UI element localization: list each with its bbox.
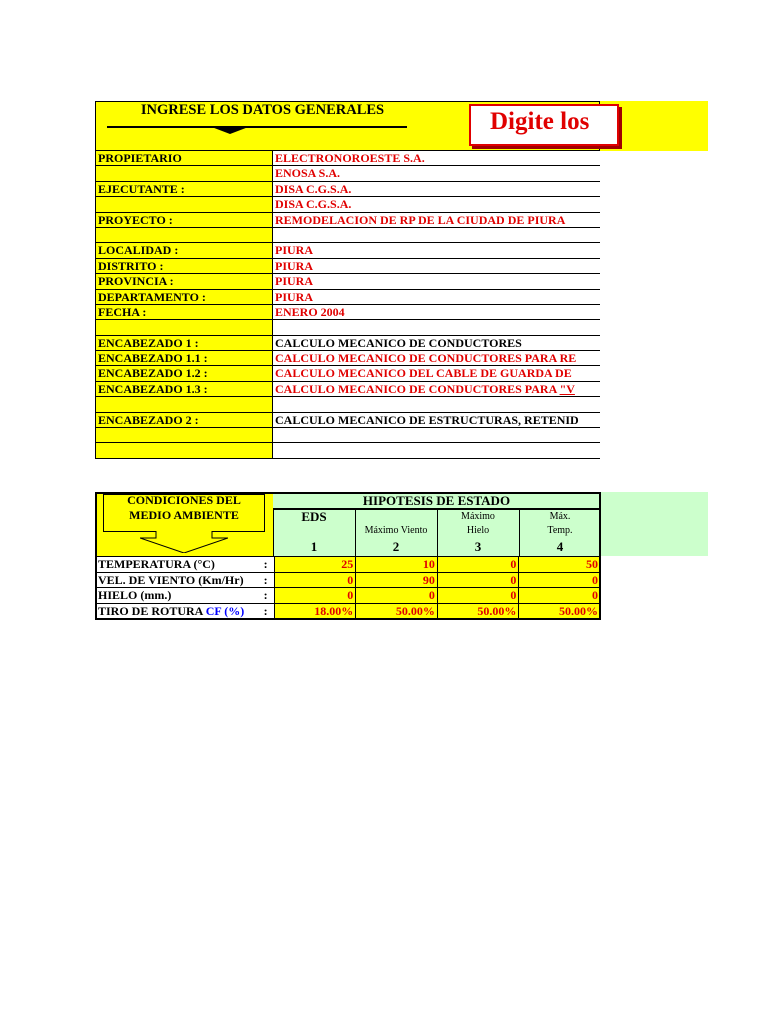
conditions-value-cell[interactable]: 50.00% (437, 604, 519, 619)
table-row (95, 320, 600, 335)
table-row (95, 166, 600, 181)
conditions-value-cell[interactable]: 0 (437, 588, 519, 603)
conditions-label-text: HIELO (mm.) (98, 588, 172, 602)
row-value: ENERO 2004 (275, 304, 345, 319)
row-value-cell[interactable] (273, 166, 600, 180)
conditions-label-colon: : (263, 557, 268, 571)
hypothesis-name: EDS (301, 509, 327, 524)
row-label: ENCABEZADO 2 : (95, 413, 273, 427)
conditions-title-line1: CONDICIONES DEL (127, 493, 241, 507)
conditions-label-text: TIRO DE ROTURA (98, 603, 206, 618)
table-row (95, 366, 600, 381)
row-value-cell[interactable] (273, 274, 600, 288)
conditions-value-cell[interactable]: 0 (437, 573, 519, 588)
row-label (95, 197, 273, 211)
table-row (95, 197, 600, 212)
arrow-right-icon (107, 125, 407, 129)
conditions-value-cell[interactable]: 0 (518, 588, 600, 603)
row-value: PIURA (275, 243, 313, 258)
row-value-cell[interactable] (273, 382, 600, 396)
row-value: DISA C.G.S.A. (275, 181, 352, 196)
row-value-cell[interactable] (273, 428, 600, 442)
conditions-value-cell[interactable]: 0 (518, 573, 600, 588)
row-value-cell[interactable] (273, 290, 600, 304)
table-row (95, 274, 600, 289)
conditions-label-colon: : (263, 572, 268, 587)
row-label: FECHA : (95, 305, 273, 319)
row-label: PROVINCIA : (95, 274, 273, 288)
conditions-value-cell[interactable]: 25 (274, 557, 356, 572)
table-row (95, 413, 600, 428)
row-value: PIURA (275, 274, 313, 289)
row-value: DISA C.G.S.A. (275, 197, 352, 212)
conditions-value-cell[interactable]: 0 (274, 588, 356, 603)
conditions-label-text: VEL. DE VIENTO (Km/Hr) (98, 572, 244, 587)
row-value-cell[interactable] (273, 397, 600, 411)
conditions-label-colon: : (263, 588, 268, 602)
row-label: ENCABEZADO 1.3 : (95, 382, 273, 396)
conditions-value-cell[interactable]: 18.00% (274, 604, 356, 619)
row-value: CALCULO MECANICO DE ESTRUCTURAS, RETENID (275, 412, 579, 427)
row-label: EJECUTANTE : (95, 182, 273, 196)
notice-text: Digite los (490, 108, 590, 135)
row-label: PROPIETARIO (95, 151, 273, 165)
hypothesis-subtitle-2: Temp. (547, 525, 573, 536)
conditions-value-cell[interactable]: 0 (437, 557, 519, 572)
table-row (95, 243, 600, 258)
arrow-head-icon (209, 126, 251, 134)
row-label: DISTRITO : (95, 259, 273, 273)
row-value-cell[interactable] (273, 197, 600, 211)
table-row (95, 382, 600, 397)
table-row (95, 397, 600, 412)
row-value: CALCULO MECANICO DEL CABLE DE GUARDA DE (275, 366, 572, 381)
row-value-cell[interactable] (273, 413, 600, 427)
row-value-cell[interactable] (273, 443, 600, 457)
table-row (95, 228, 600, 243)
table-row (95, 151, 600, 166)
row-value: ELECTRONOROESTE S.A. (275, 151, 425, 165)
row-value-cell[interactable] (273, 182, 600, 196)
row-label: DEPARTAMENTO : (95, 290, 273, 304)
row-value-cell[interactable] (273, 151, 600, 165)
row-value-cell[interactable] (273, 243, 600, 257)
row-value: REMODELACION DE RP DE LA CIUDAD DE PIURA (275, 212, 566, 227)
table-row (95, 336, 600, 351)
table-row (95, 182, 600, 197)
row-value-cell[interactable] (273, 228, 600, 242)
row-value: ENOSA S.A. (275, 166, 341, 181)
row-label (95, 228, 273, 242)
table-row (95, 290, 600, 305)
row-label: ENCABEZADO 1.2 : (95, 366, 273, 380)
table-row (95, 305, 600, 320)
hypothesis-subtitle-1: Máximo Viento (364, 525, 428, 536)
row-value-cell[interactable] (273, 305, 600, 319)
hypothesis-subtitle-1: Máx. (549, 511, 571, 522)
conditions-title-line2: MEDIO AMBIENTE (129, 508, 239, 522)
table-row (95, 351, 600, 366)
row-value: PIURA (275, 289, 313, 304)
hypothesis-title: HIPOTESIS DE ESTADO (362, 493, 511, 508)
row-value-cell[interactable] (273, 366, 600, 380)
row-label: ENCABEZADO 1.1 : (95, 351, 273, 365)
conditions-value-cell[interactable]: 50 (518, 557, 600, 572)
row-label (95, 166, 273, 180)
row-label (95, 320, 273, 334)
hypothesis-number: 3 (474, 539, 482, 554)
table-row (95, 443, 600, 458)
row-label (95, 443, 273, 457)
conditions-label-text: TEMPERATURA (°C) (98, 557, 215, 571)
row-value-cell[interactable] (273, 351, 600, 365)
hypothesis-subtitle-1: Máximo (461, 511, 495, 522)
row-value-cell[interactable] (273, 259, 600, 273)
hypothesis-subtitle-2: Hielo (466, 525, 490, 536)
header-title: INGRESE LOS DATOS GENERALES (140, 102, 385, 118)
row-label: LOCALIDAD : (95, 243, 273, 257)
row-label (95, 428, 273, 442)
row-value-cell[interactable] (273, 213, 600, 227)
hypothesis-number: 1 (310, 539, 318, 554)
hypothesis-number: 2 (392, 539, 400, 554)
row-label: PROYECTO : (95, 213, 273, 227)
general-data-table (95, 151, 600, 459)
table-row (95, 213, 600, 228)
hypothesis-panel-extension (600, 492, 708, 556)
conditions-value-cell[interactable]: 50.00% (355, 604, 437, 619)
table-row (95, 259, 600, 274)
conditions-value-cell[interactable]: 0 (355, 588, 437, 603)
row-value-underlined: "V (559, 381, 575, 396)
row-label: ENCABEZADO 1 : (95, 336, 273, 350)
row-value-cell[interactable] (273, 336, 600, 350)
conditions-value-cell[interactable]: 0 (274, 573, 356, 588)
row-value: CALCULO MECANICO DE CONDUCTORES PARA RE (275, 351, 577, 366)
conditions-table-border (95, 492, 601, 620)
conditions-label-extra: CF (%) (205, 603, 245, 618)
conditions-value-cell[interactable]: 10 (355, 557, 437, 572)
row-value: CALCULO MECANICO DE CONDUCTORES PARA (275, 381, 560, 396)
conditions-value-cell[interactable]: 50.00% (518, 604, 600, 619)
conditions-label-colon: : (263, 603, 268, 618)
hypothesis-number: 4 (556, 539, 564, 554)
row-label (95, 397, 273, 411)
row-value-cell[interactable] (273, 320, 600, 334)
row-value: CALCULO MECANICO DE CONDUCTORES (275, 335, 522, 350)
table-row (95, 428, 600, 443)
conditions-value-cell[interactable]: 90 (355, 573, 437, 588)
row-value: PIURA (275, 258, 313, 273)
